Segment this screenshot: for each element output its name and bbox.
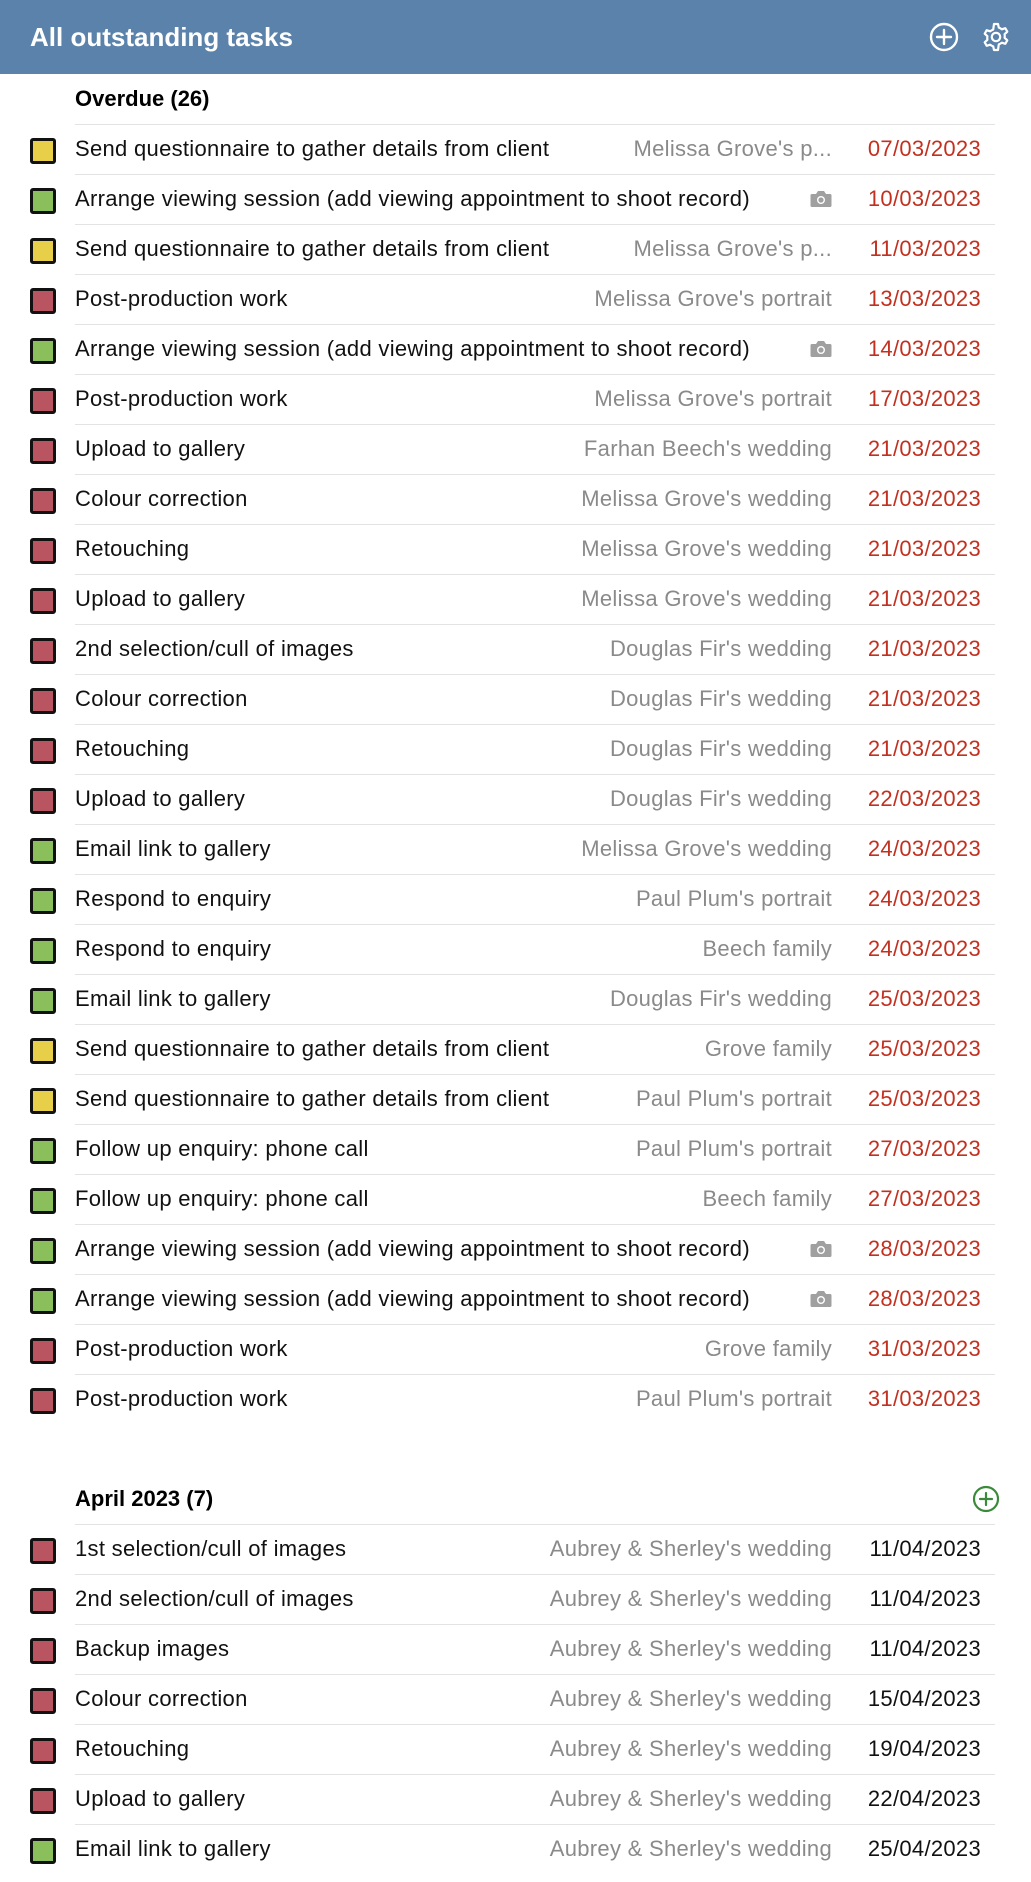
status-swatch bbox=[30, 1788, 56, 1814]
client-name: Beech family bbox=[702, 1186, 832, 1211]
task-name: Email link to gallery bbox=[75, 1836, 271, 1861]
status-swatch bbox=[30, 888, 56, 914]
status-swatch bbox=[30, 688, 56, 714]
task-name: Retouching bbox=[75, 1736, 190, 1761]
task-name: Colour correction bbox=[75, 1686, 248, 1711]
due-date: 21/03/2023 bbox=[867, 736, 981, 761]
task-name: Follow up enquiry: phone call bbox=[75, 1136, 369, 1161]
row-divider bbox=[75, 524, 995, 525]
status-swatch bbox=[30, 488, 56, 514]
due-date: 21/03/2023 bbox=[867, 686, 981, 711]
due-date: 31/03/2023 bbox=[867, 1386, 981, 1411]
top-bar bbox=[0, 0, 1031, 74]
client-name: Paul Plum's portrait bbox=[635, 1386, 832, 1411]
status-swatch bbox=[30, 788, 56, 814]
task-row[interactable] bbox=[0, 1824, 1031, 1874]
task-row[interactable] bbox=[0, 1374, 1031, 1424]
header-actions bbox=[927, 20, 1013, 54]
task-name: 2nd selection/cull of images bbox=[75, 636, 354, 661]
client-name: Melissa Grove's p... bbox=[633, 136, 832, 161]
task-name: Respond to enquiry bbox=[75, 936, 272, 961]
task-name: Arrange viewing session (add viewing appointment to shoot record) bbox=[75, 186, 750, 211]
task-row[interactable] bbox=[0, 1074, 1031, 1124]
task-name: Respond to enquiry bbox=[75, 886, 272, 911]
camera-icon bbox=[809, 188, 833, 210]
task-name: Retouching bbox=[75, 736, 190, 761]
section-title: April 2023 (7) bbox=[75, 1486, 214, 1511]
task-name: Upload to gallery bbox=[75, 586, 246, 611]
client-name: Paul Plum's portrait bbox=[635, 1086, 832, 1111]
task-row[interactable] bbox=[0, 774, 1031, 824]
status-swatch bbox=[30, 1588, 56, 1614]
task-row[interactable] bbox=[0, 174, 1031, 224]
task-name: Retouching bbox=[75, 536, 190, 561]
client-name: Douglas Fir's wedding bbox=[609, 736, 832, 761]
task-name: Follow up enquiry: phone call bbox=[75, 1186, 369, 1211]
due-date: 28/03/2023 bbox=[867, 1286, 981, 1311]
status-swatch bbox=[30, 238, 56, 264]
due-date: 21/03/2023 bbox=[867, 636, 981, 661]
task-name: Colour correction bbox=[75, 686, 248, 711]
status-swatch bbox=[30, 1288, 56, 1314]
task-row[interactable] bbox=[0, 1274, 1031, 1324]
task-row[interactable] bbox=[0, 524, 1031, 574]
status-swatch bbox=[30, 1338, 56, 1364]
due-date: 19/04/2023 bbox=[867, 1736, 981, 1761]
client-name: Grove family bbox=[704, 1336, 832, 1361]
task-name: Email link to gallery bbox=[75, 836, 271, 861]
client-name: Aubrey & Sherley's wedding bbox=[549, 1586, 832, 1611]
task-name: Arrange viewing session (add viewing appointment to shoot record) bbox=[75, 336, 750, 361]
status-swatch bbox=[30, 838, 56, 864]
client-name: Grove family bbox=[704, 1036, 832, 1061]
due-date: 10/03/2023 bbox=[867, 186, 981, 211]
client-name: Paul Plum's portrait bbox=[635, 886, 832, 911]
due-date: 25/04/2023 bbox=[867, 1836, 981, 1861]
task-name: Post-production work bbox=[75, 1336, 288, 1361]
section-header bbox=[75, 1474, 995, 1524]
camera-icon bbox=[809, 338, 833, 360]
client-name: Melissa Grove's wedding bbox=[581, 536, 832, 561]
task-row[interactable] bbox=[0, 324, 1031, 374]
task-name: Email link to gallery bbox=[75, 986, 271, 1011]
client-name: Aubrey & Sherley's wedding bbox=[549, 1736, 832, 1761]
status-swatch bbox=[30, 1538, 56, 1564]
client-name: Melissa Grove's portrait bbox=[594, 386, 832, 411]
task-name: Post-production work bbox=[75, 386, 288, 411]
client-name: Farhan Beech's wedding bbox=[583, 436, 832, 461]
status-swatch bbox=[30, 1838, 56, 1864]
task-list bbox=[0, 74, 1031, 1874]
due-date: 21/03/2023 bbox=[867, 586, 981, 611]
task-name: Upload to gallery bbox=[75, 436, 246, 461]
status-swatch bbox=[30, 738, 56, 764]
task-row[interactable] bbox=[0, 674, 1031, 724]
task-row[interactable] bbox=[0, 474, 1031, 524]
status-swatch bbox=[30, 1738, 56, 1764]
due-date: 11/04/2023 bbox=[869, 1536, 981, 1561]
task-row[interactable] bbox=[0, 424, 1031, 474]
task-row[interactable] bbox=[0, 1524, 1031, 1574]
status-swatch bbox=[30, 938, 56, 964]
task-name: Send questionnaire to gather details from client bbox=[75, 1086, 550, 1111]
task-name: Send questionnaire to gather details from client bbox=[75, 236, 550, 261]
due-date: 22/03/2023 bbox=[867, 786, 981, 811]
due-date: 11/03/2023 bbox=[869, 236, 981, 261]
task-name: 1st selection/cull of images bbox=[75, 1536, 347, 1561]
due-date: 25/03/2023 bbox=[867, 1036, 981, 1061]
due-date: 07/03/2023 bbox=[867, 136, 981, 161]
due-date: 13/03/2023 bbox=[867, 286, 981, 311]
due-date: 24/03/2023 bbox=[867, 886, 981, 911]
task-name: Upload to gallery bbox=[75, 1786, 246, 1811]
status-swatch bbox=[30, 988, 56, 1014]
due-date: 21/03/2023 bbox=[867, 486, 981, 511]
task-name: 2nd selection/cull of images bbox=[75, 1586, 354, 1611]
due-date: 11/04/2023 bbox=[869, 1636, 981, 1661]
client-name: Aubrey & Sherley's wedding bbox=[549, 1536, 832, 1561]
client-name: Aubrey & Sherley's wedding bbox=[549, 1786, 832, 1811]
plus-circle-icon[interactable] bbox=[927, 20, 961, 54]
client-name: Aubrey & Sherley's wedding bbox=[549, 1836, 832, 1861]
status-swatch bbox=[30, 1088, 56, 1114]
task-name: Send questionnaire to gather details from client bbox=[75, 1036, 550, 1061]
add-task-icon[interactable] bbox=[969, 1482, 1003, 1516]
page-title: All outstanding tasks bbox=[30, 21, 293, 52]
client-name: Melissa Grove's wedding bbox=[581, 586, 832, 611]
task-row[interactable] bbox=[0, 574, 1031, 624]
due-date: 25/03/2023 bbox=[867, 986, 981, 1011]
status-swatch bbox=[30, 588, 56, 614]
task-row[interactable] bbox=[0, 1224, 1031, 1274]
client-name: Aubrey & Sherley's wedding bbox=[549, 1636, 832, 1661]
due-date: 21/03/2023 bbox=[867, 536, 981, 561]
task-row[interactable] bbox=[0, 374, 1031, 424]
task-row[interactable] bbox=[0, 1024, 1031, 1074]
status-swatch bbox=[30, 288, 56, 314]
task-row[interactable] bbox=[0, 124, 1031, 174]
status-swatch bbox=[30, 338, 56, 364]
client-name: Paul Plum's portrait bbox=[635, 1136, 832, 1161]
task-row[interactable] bbox=[0, 1774, 1031, 1824]
status-swatch bbox=[30, 538, 56, 564]
client-name: Douglas Fir's wedding bbox=[609, 986, 832, 1011]
client-name: Aubrey & Sherley's wedding bbox=[549, 1686, 832, 1711]
client-name: Douglas Fir's wedding bbox=[609, 636, 832, 661]
status-swatch bbox=[30, 1238, 56, 1264]
task-row[interactable] bbox=[0, 874, 1031, 924]
task-row[interactable] bbox=[0, 924, 1031, 974]
row-divider bbox=[75, 1724, 995, 1725]
task-row[interactable] bbox=[0, 274, 1031, 324]
due-date: 15/04/2023 bbox=[867, 1686, 981, 1711]
task-name: Arrange viewing session (add viewing appointment to shoot record) bbox=[75, 1286, 750, 1311]
client-name: Douglas Fir's wedding bbox=[609, 686, 832, 711]
status-swatch bbox=[30, 438, 56, 464]
status-swatch bbox=[30, 1188, 56, 1214]
due-date: 14/03/2023 bbox=[867, 336, 981, 361]
camera-icon bbox=[809, 1238, 833, 1260]
row-divider bbox=[75, 724, 995, 725]
gear-icon[interactable] bbox=[979, 20, 1013, 54]
client-name: Beech family bbox=[702, 936, 832, 961]
due-date: 25/03/2023 bbox=[867, 1086, 981, 1111]
section-title: Overdue (26) bbox=[75, 86, 210, 111]
task-row[interactable] bbox=[0, 1674, 1031, 1724]
status-swatch bbox=[30, 1638, 56, 1664]
due-date: 11/04/2023 bbox=[869, 1586, 981, 1611]
task-row[interactable] bbox=[0, 1324, 1031, 1374]
task-row[interactable] bbox=[0, 724, 1031, 774]
due-date: 27/03/2023 bbox=[867, 1186, 981, 1211]
task-row[interactable] bbox=[0, 974, 1031, 1024]
section-spacer bbox=[0, 1424, 1031, 1474]
status-swatch bbox=[30, 638, 56, 664]
task-row[interactable] bbox=[0, 1724, 1031, 1774]
task-name: Upload to gallery bbox=[75, 786, 246, 811]
due-date: 21/03/2023 bbox=[867, 436, 981, 461]
status-swatch bbox=[30, 1688, 56, 1714]
status-swatch bbox=[30, 138, 56, 164]
status-swatch bbox=[30, 1038, 56, 1064]
due-date: 24/03/2023 bbox=[867, 936, 981, 961]
due-date: 24/03/2023 bbox=[867, 836, 981, 861]
task-row[interactable] bbox=[0, 824, 1031, 874]
status-swatch bbox=[30, 388, 56, 414]
section-header bbox=[75, 74, 995, 124]
task-row[interactable] bbox=[0, 1574, 1031, 1624]
task-row[interactable] bbox=[0, 624, 1031, 674]
status-swatch bbox=[30, 1138, 56, 1164]
task-name: Send questionnaire to gather details from client bbox=[75, 136, 550, 161]
task-name: Colour correction bbox=[75, 486, 248, 511]
task-name: Arrange viewing session (add viewing appointment to shoot record) bbox=[75, 1236, 750, 1261]
client-name: Melissa Grove's p... bbox=[633, 236, 832, 261]
due-date: 28/03/2023 bbox=[867, 1236, 981, 1261]
client-name: Douglas Fir's wedding bbox=[609, 786, 832, 811]
task-name: Post-production work bbox=[75, 1386, 288, 1411]
due-date: 22/04/2023 bbox=[867, 1786, 981, 1811]
task-row[interactable] bbox=[0, 1124, 1031, 1174]
camera-icon bbox=[809, 1288, 833, 1310]
task-name: Backup images bbox=[75, 1636, 230, 1661]
client-name: Melissa Grove's portrait bbox=[594, 286, 832, 311]
due-date: 27/03/2023 bbox=[867, 1136, 981, 1161]
task-row[interactable] bbox=[0, 224, 1031, 274]
due-date: 17/03/2023 bbox=[867, 386, 981, 411]
status-swatch bbox=[30, 188, 56, 214]
client-name: Melissa Grove's wedding bbox=[581, 836, 832, 861]
client-name: Melissa Grove's wedding bbox=[581, 486, 832, 511]
task-row[interactable] bbox=[0, 1624, 1031, 1674]
task-row[interactable] bbox=[0, 1174, 1031, 1224]
status-swatch bbox=[30, 1388, 56, 1414]
task-name: Post-production work bbox=[75, 286, 288, 311]
due-date: 31/03/2023 bbox=[867, 1336, 981, 1361]
